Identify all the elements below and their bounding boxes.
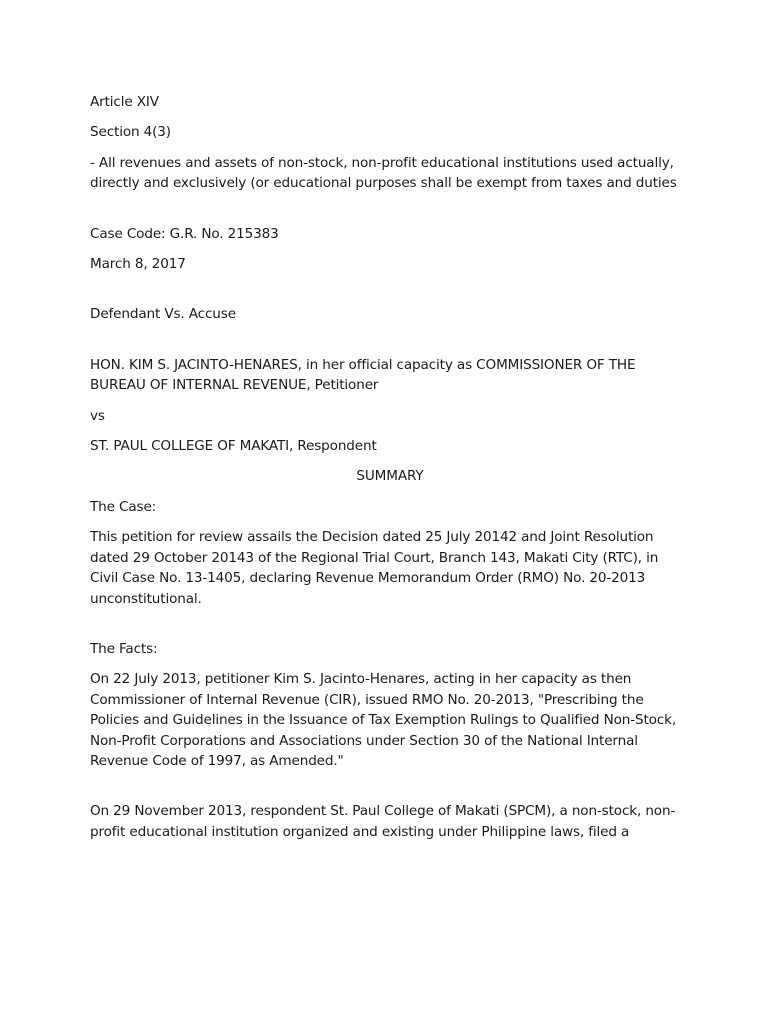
case-heading: The Case:: [90, 498, 157, 515]
parties-label: Defendant Vs. Accuse: [90, 306, 236, 323]
facts-heading: The Facts:: [90, 640, 158, 657]
section-heading: Section 4(3): [90, 124, 171, 141]
facts-paragraph-1: On 22 July 2013, petitioner Kim S. Jacinto-Henares, acting in her capacity as then Commissioner of Internal Revenue (CIR), issued RMO No. 20-2013, "Prescribing the Policies and Guidelines in the Issuance of Tax Exemption Rulings to Qualified Non-Stock, Non-Profit Corporations and Associations under Section 30 of the National Internal Revenue Code of 1997, as Amended.": [90, 671, 677, 769]
petitioner-text: HON. KIM S. JACINTO-HENARES, in her official capacity as COMMISSIONER OF THE BUREAU OF INTERNAL REVENUE, Petitioner: [90, 356, 636, 394]
decision-date: March 8, 2017: [90, 256, 186, 273]
respondent-text: ST. PAUL COLLEGE OF MAKATI, Respondent: [90, 438, 377, 455]
case-code: Case Code: G.R. No. 215383: [90, 225, 279, 242]
facts-paragraph-2: On 29 November 2013, respondent St. Paul College of Makati (SPCM), a non-stock, non-profit educational institution organized and existing under Philippine laws, filed a: [90, 803, 676, 840]
summary-heading: SUMMARY: [356, 468, 424, 485]
versus-text: vs: [90, 407, 105, 424]
provision-text: - All revenues and assets of non-stock, non-profit educational institutions used actually, directly and exclusively (or educational purposes shall be exempt from taxes and duties: [90, 154, 677, 192]
case-paragraph: This petition for review assails the Decision dated 25 July 20142 and Joint Resolution dated 29 October 20143 of the Regional Trial Court, Branch 143, Makati City (RTC), in Civil Case No. 13-1405, declaring Revenue Memorandum Order (RMO) No. 20-2013 unconstitutional.: [90, 529, 659, 607]
article-heading: Article XIV: [90, 94, 159, 110]
document-page: [90, 92, 690, 842]
